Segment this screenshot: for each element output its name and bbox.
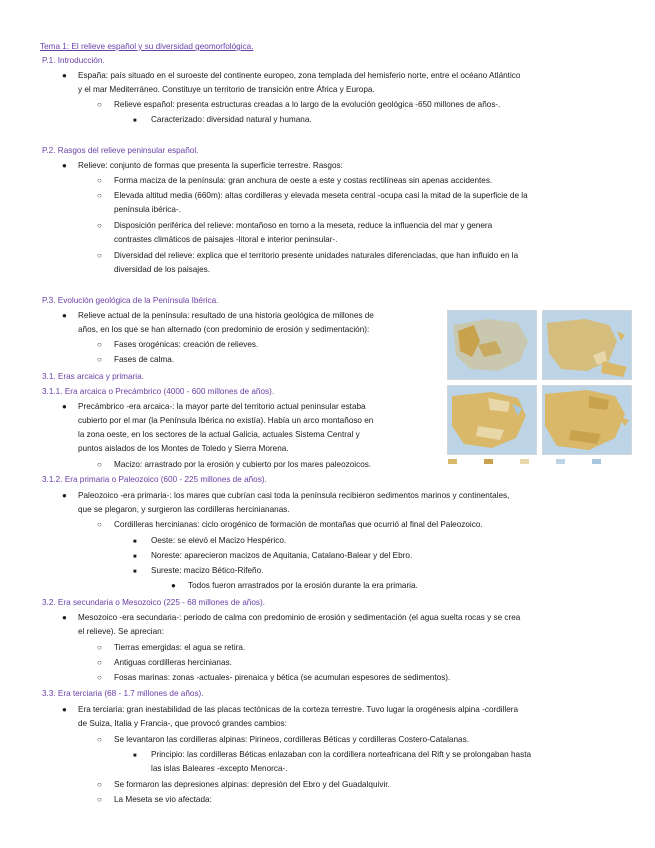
circle-bullet-icon [97,779,102,790]
text-line: Disposición periférica del relieve: montañoso en torno a la meseta, reduce la influencia del mar y genera [114,221,493,230]
circle-bullet-icon [97,672,102,683]
section-heading-3-2: 3.2. Era secundaria o Mesozoico (225 - 68 millones de años). [42,598,266,607]
circle-bullet-icon [97,339,102,350]
legend-swatch [484,459,493,464]
document-title: Tema 1: El relieve español y su diversidad geomorfológica. [40,42,254,51]
text-line: Noreste: aparecieron macizos de Aquitania, Catalano-Balear y del Ebro. [151,551,413,560]
text-line: que se plegaron, y surgieron las cordilleras herciniananas. [78,505,290,514]
square-bullet-icon [133,535,137,548]
bullet-icon [62,490,67,501]
map-panel [542,310,632,380]
legend-swatch [448,459,457,464]
section-heading-p2: P.2. Rasgos del relieve peninsular español. [42,146,199,155]
text-line: Era terciaria: gran inestabilidad de las placas tectónicas de la corteza terrestre. Tuvo lugar la orogénesis alpina -cordillera [78,705,519,714]
bullet-icon [171,580,176,591]
subsection-heading-3-1-2: 3.1.2. Era primaria o Paleozoico (600 - 225 millones de años). [42,475,267,484]
text-line: el relieve). Se aprecian: [78,627,165,636]
text-line: Sureste: macizo Bético-Rifeño. [151,566,264,575]
text-line: puntos aislados de los Montes de Toledo y Sierra Morena. [78,444,289,453]
text-line: la zona oeste, en los sectores de la actual Galicia, actuales Sistema Central y [78,430,360,439]
text-line: años, en los que se han alternado (con predominio de erosión y sedimentación): [78,325,370,334]
map-legend [446,455,634,467]
section-heading-p3: P.3. Evolución geológica de la Península Ibérica. [42,296,219,305]
geological-maps-figure [446,309,634,469]
text-line: Relieve actual de la península: resultado de una historia geológica de millones de [78,311,374,320]
circle-bullet-icon [97,642,102,653]
text-line: Antiguas cordilleras hercinianas. [114,658,232,667]
text-line: Elevada altitud media (660m): altas cordilleras y elevada meseta central -ocupa casi la mitad de la superficie de la [114,191,528,200]
text-line: Caracterizado: diversidad natural y humana. [151,115,312,124]
text-line: La Meseta se vio afectada: [114,795,212,804]
square-bullet-icon [133,565,137,578]
legend-swatch [592,459,601,464]
circle-bullet-icon [97,519,102,530]
text-line: contrastes climáticos de paisajes -litoral e interior peninsular-. [114,235,338,244]
text-line: de Suiza, Italia y Francia-, que provocó grandes cambios: [78,719,287,728]
circle-bullet-icon [97,99,102,110]
circle-bullet-icon [97,734,102,745]
text-line: Relieve: conjunto de formas que presenta la superficie terrestre. Rasgos: [78,161,343,170]
text-line: Mesozoico -era secundaria-: periodo de calma con predominio de erosión y sedimentación (el agua suelta rocas y se crea [78,613,521,622]
text-line: Relieve español: presenta estructuras creadas a lo largo de la evolución geológica -650 millones de años-. [114,100,501,109]
square-bullet-icon [133,114,137,127]
map-panel [542,385,632,455]
circle-bullet-icon [97,794,102,805]
bullet-icon [62,704,67,715]
legend-swatch [556,459,565,464]
subsection-heading-3-1-1: 3.1.1. Era arcaica o Precámbrico (4000 - 600 millones de años). [42,387,275,396]
bullet-icon [62,310,67,321]
text-line: Fases de calma. [114,355,175,364]
text-line: Fases orogénicas: creación de relieves. [114,340,259,349]
text-line: Se formaron las depresiones alpinas: depresión del Ebro y del Guadalquivir. [114,780,390,789]
section-heading-p1: P.1. Introducción. [42,56,105,65]
bullet-icon [62,612,67,623]
text-line: Todos fueron arrastrados por la erosión durante la era primaria. [188,581,418,590]
text-line: península ibérica-. [114,205,181,214]
circle-bullet-icon [97,190,102,201]
square-bullet-icon [133,749,137,762]
text-line: y el mar Mediterráneo. Constituye un territorio de transición entre África y Europa. [78,85,375,94]
text-line: Precámbrico -era arcaica-: la mayor parte del territorio actual peninsular estaba [78,402,366,411]
circle-bullet-icon [97,220,102,231]
section-heading-3-3: 3.3. Era terciaria (68 - 1.7 millones de años). [42,689,204,698]
circle-bullet-icon [97,354,102,365]
text-line: Diversidad del relieve: explica que el territorio presente unidades naturales diferenciadas, que han influido en la [114,251,519,260]
map-panel [447,310,537,380]
section-heading-3-1: 3.1. Eras arcaica y primaria. [42,372,144,381]
text-line: Tierras emergidas: el agua se retira. [114,643,246,652]
text-line: Se levantaron las cordilleras alpinas: Pirineos, cordilleras Béticas y cordilleras Costero-Catalanas. [114,735,469,744]
legend-swatch [520,459,529,464]
text-line: las islas Baleares -excepto Menorca-. [151,764,288,773]
circle-bullet-icon [97,250,102,261]
text-line: Cordilleras hercinianas: ciclo orogénico de formación de montañas que ocurrió al final del Paleozoico. [114,520,483,529]
text-line: Oeste: se elevó el Macizo Hespérico. [151,536,287,545]
circle-bullet-icon [97,657,102,668]
square-bullet-icon [133,550,137,563]
text-line: Forma maciza de la península: gran anchura de oeste a este y costas rectilíneas sin apenas accidentes. [114,176,493,185]
circle-bullet-icon [97,175,102,186]
text-line: España: país situado en el suroeste del continente europeo, zona templada del hemisferio norte, entre el océano Atlántico [78,71,521,80]
bullet-icon [62,401,67,412]
text-line: Principio: las cordilleras Béticas enlazaban con la cordillera norteafricana del Rift y se prolongaban hasta [151,750,532,759]
text-line: Macizo: arrastrado por la erosión y cubierto por los mares paleozoicos. [114,460,372,469]
text-line: Fosas marinas: zonas -actuales- pirenaica y bética (se acumulan espesores de sedimentos). [114,673,451,682]
bullet-icon [62,70,67,81]
circle-bullet-icon [97,459,102,470]
map-panel [447,385,537,455]
bullet-icon [62,160,67,171]
text-line: Paleozoico -era primaria-: los mares que cubrían casi toda la península recibieron sedimentos marinos y continentales, [78,491,510,500]
text-line: cubierto por el mar (la Península Ibérica no existía). Había un arco montañoso en [78,416,374,425]
text-line: diversidad de los paisajes. [114,265,211,274]
